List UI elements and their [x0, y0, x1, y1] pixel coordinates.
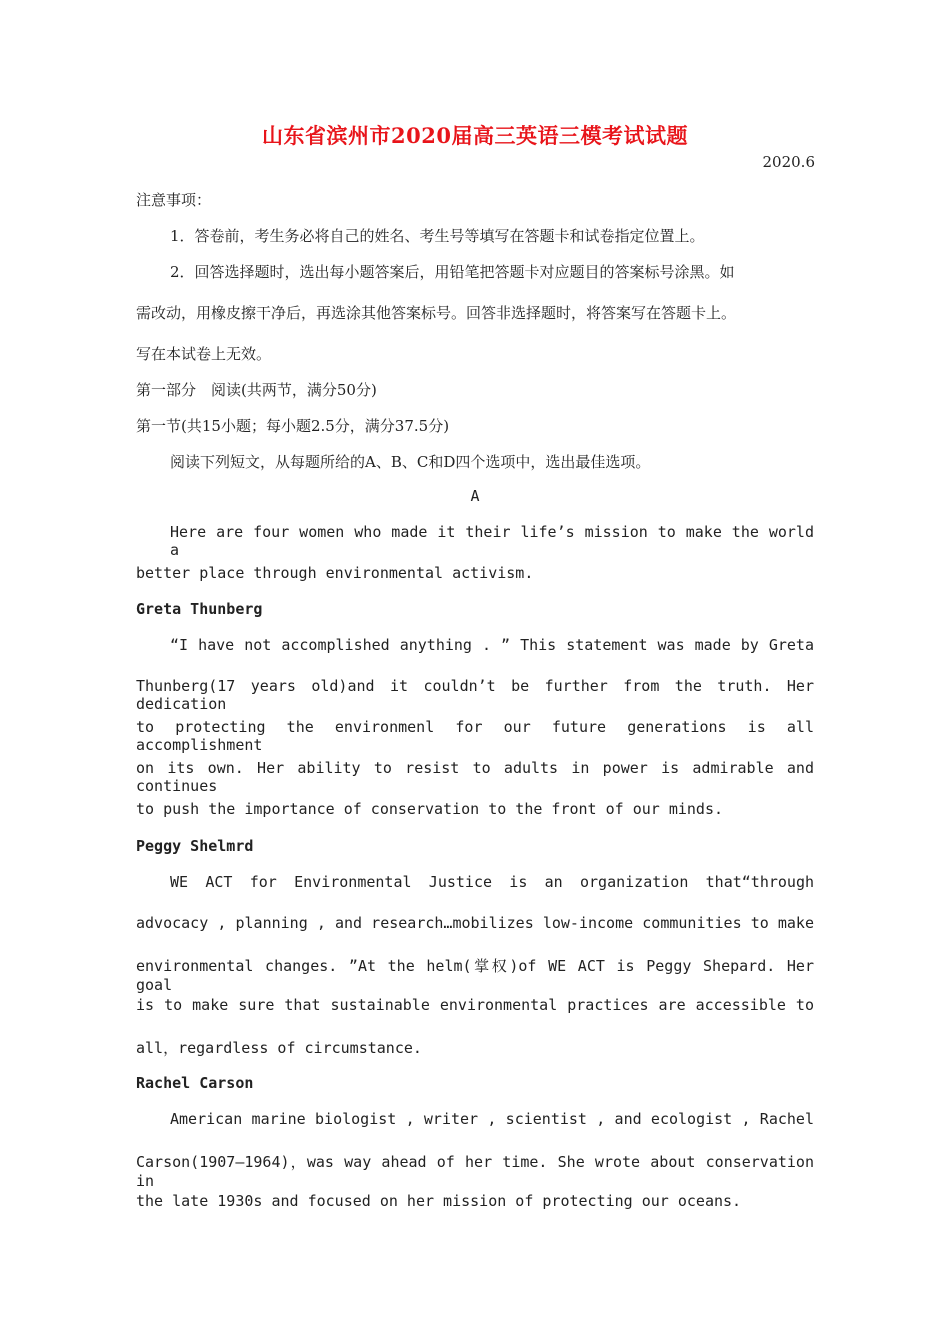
- section-heading-rachel: Rachel Carson: [136, 1074, 254, 1092]
- peggy-line-5: all，regardless of circumstance.: [136, 1039, 422, 1057]
- notice-item-2-line-1: 2．回答选择题时，选出每小题答案后，用铅笔把答题卡对应题目的答案标号涂黑。如: [170, 263, 735, 281]
- peggy-line-1: WE ACT for Environmental Justice is an organization that“through: [170, 873, 814, 891]
- notice-item-2-line-2: 需改动，用橡皮擦干净后，再选涂其他答案标号。回答非选择题时，将答案写在答题卡上。: [136, 304, 737, 322]
- part-heading: 第一部分 阅读(共两节，满分50分): [136, 381, 377, 399]
- exam-date: 2020.6: [762, 153, 815, 171]
- greta-line-3: to protecting the environmenl for our future generations is all accomplishment: [136, 718, 814, 754]
- notice-item-2-line-3: 写在本试卷上无效。: [136, 345, 272, 363]
- section-heading-peggy: Peggy Shelmrd: [136, 837, 254, 855]
- rachel-line-3: the late 1930s and focused on her mission of protecting our oceans.: [136, 1192, 742, 1210]
- rachel-line-2: Carson(1907—1964)，was way ahead of her time. She wrote about conservation in: [136, 1153, 814, 1190]
- greta-line-1: “I have not accomplished anything . ” This statement was made by Greta: [170, 636, 814, 654]
- notice-item-1: 1．答卷前，考生务必将自己的姓名、考生号等填写在答题卡和试卷指定位置上。: [170, 227, 705, 245]
- peggy-line-4: is to make sure that sustainable environmental practices are accessible to: [136, 996, 814, 1014]
- section-heading-greta: Greta Thunberg: [136, 600, 263, 618]
- rachel-line-1: American marine biologist , writer , scientist , and ecologist , Rachel: [170, 1110, 814, 1128]
- notice-heading: 注意事项：: [136, 191, 212, 209]
- intro-line-1: Here are four women who made it their life’s mission to make the world a: [170, 523, 814, 559]
- peggy-line-3: environmental changes. ”At the helm(掌权)of WE ACT is Peggy Shepard. Her goal: [136, 957, 814, 994]
- greta-line-4: on its own. Her ability to resist to adults in power is admirable and continues: [136, 759, 814, 795]
- greta-line-2: Thunberg(17 years old)and it couldn’t be further from the truth. Her dedication: [136, 677, 814, 713]
- document-title: 山东省滨州市2020届高三英语三模考试试题: [262, 123, 688, 148]
- intro-line-2: better place through environmental activism.: [136, 564, 534, 582]
- greta-line-5: to push the importance of conservation to the front of our minds.: [136, 800, 723, 818]
- passage-label: A: [470, 487, 480, 505]
- section-heading: 第一节(共15小题；每小题2.5分，满分37.5分): [136, 417, 450, 435]
- peggy-line-2: advocacy , planning , and research…mobilizes low-income communities to make: [136, 914, 814, 932]
- reading-instruction: 阅读下列短文，从每题所给的A、B、C和D四个选项中，选出最佳选项。: [170, 453, 651, 471]
